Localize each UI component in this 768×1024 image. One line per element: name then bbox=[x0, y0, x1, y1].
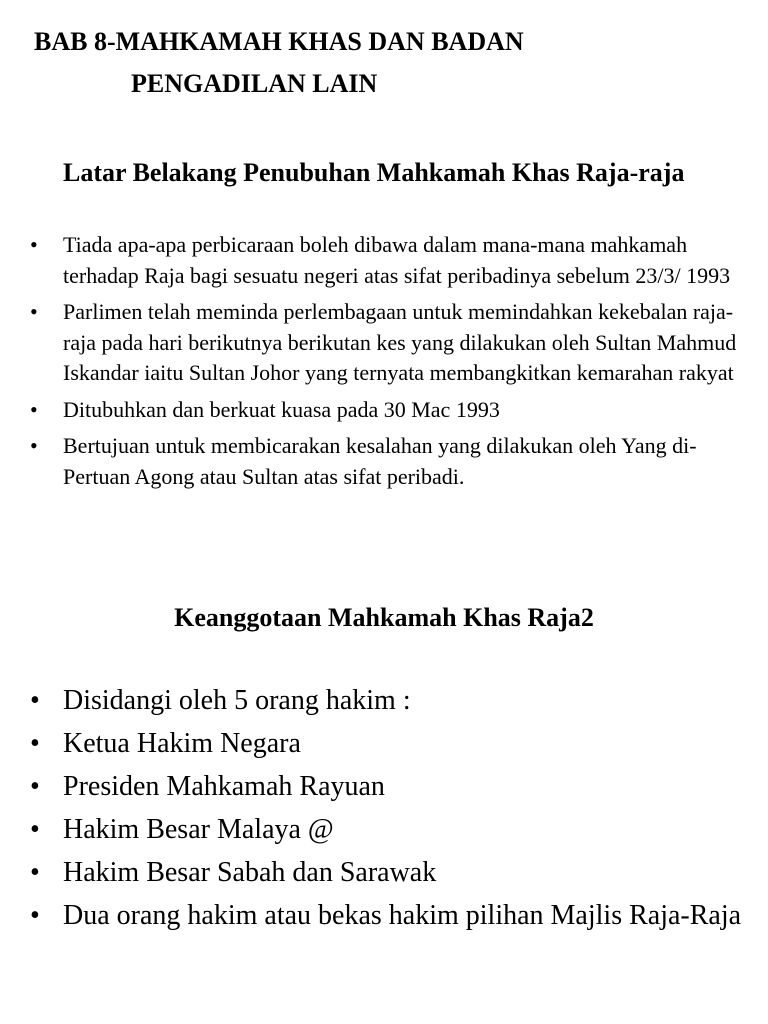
bullet-icon: • bbox=[30, 771, 40, 802]
section-heading-background: Latar Belakang Penubuhan Mahkamah Khas Raja-raja bbox=[63, 158, 685, 187]
list-item-text: Parlimen telah meminda perlembagaan untuk memindahkan kekebalan raja-raja pada hari berikutnya berikutan kes yang dilakukan oleh Sultan Mahmud Iskandar iaitu Sultan Johor yang ternyata membangkitkan kemarahan rakyat bbox=[63, 299, 737, 385]
list-item-text: Hakim Besar Sabah dan Sarawak bbox=[63, 857, 437, 888]
section-heading-membership: Keanggotaan Mahkamah Khas Raja2 bbox=[174, 603, 594, 632]
list-item bbox=[0, 395, 768, 426]
list-item-text: Bertujuan untuk membicarakan kesalahan yang dilakukan oleh Yang di-Pertuan Agong atau Sultan atas sifat peribadi. bbox=[63, 433, 697, 489]
list-item bbox=[0, 297, 768, 389]
list-item bbox=[0, 898, 768, 934]
bullet-icon: • bbox=[30, 857, 40, 888]
list-item-text: Tiada apa-apa perbicaraan boleh dibawa dalam mana-mana mahkamah terhadap Raja bagi sesuatu negeri atas sifat peribadinya sebelum 23/3/ 1993 bbox=[63, 232, 731, 288]
bullet-icon: • bbox=[30, 814, 40, 845]
title-line-1: BAB 8-MAHKAMAH KHAS DAN BADAN bbox=[34, 27, 524, 56]
list-item-text: Ketua Hakim Negara bbox=[63, 728, 301, 759]
list-item-text: Hakim Besar Malaya @ bbox=[63, 814, 334, 845]
bullet-icon: • bbox=[30, 728, 40, 759]
bullet-icon: • bbox=[30, 433, 38, 458]
list-item bbox=[0, 683, 768, 719]
bullet-icon: • bbox=[30, 396, 38, 422]
background-bullet-list bbox=[0, 230, 768, 498]
title-line-2: PENGADILAN LAIN bbox=[131, 69, 378, 98]
membership-bullet-list bbox=[0, 683, 768, 941]
list-item bbox=[0, 769, 768, 805]
list-item-text: Ditubuhkan dan berkuat kuasa pada 30 Mac 1993 bbox=[63, 396, 500, 422]
list-item bbox=[0, 855, 768, 891]
list-item bbox=[0, 230, 768, 291]
list-item bbox=[0, 726, 768, 762]
bullet-icon: • bbox=[30, 232, 38, 257]
bullet-icon: • bbox=[30, 900, 40, 931]
list-item-text: Disidangi oleh 5 orang hakim : bbox=[63, 685, 411, 716]
list-item bbox=[0, 431, 768, 492]
bullet-icon: • bbox=[30, 685, 40, 716]
list-item bbox=[0, 812, 768, 848]
list-item-text: Presiden Mahkamah Rayuan bbox=[63, 771, 385, 802]
list-item-text: Dua orang hakim atau bekas hakim pilihan Majlis Raja-Raja bbox=[63, 900, 742, 931]
bullet-icon: • bbox=[30, 299, 38, 324]
